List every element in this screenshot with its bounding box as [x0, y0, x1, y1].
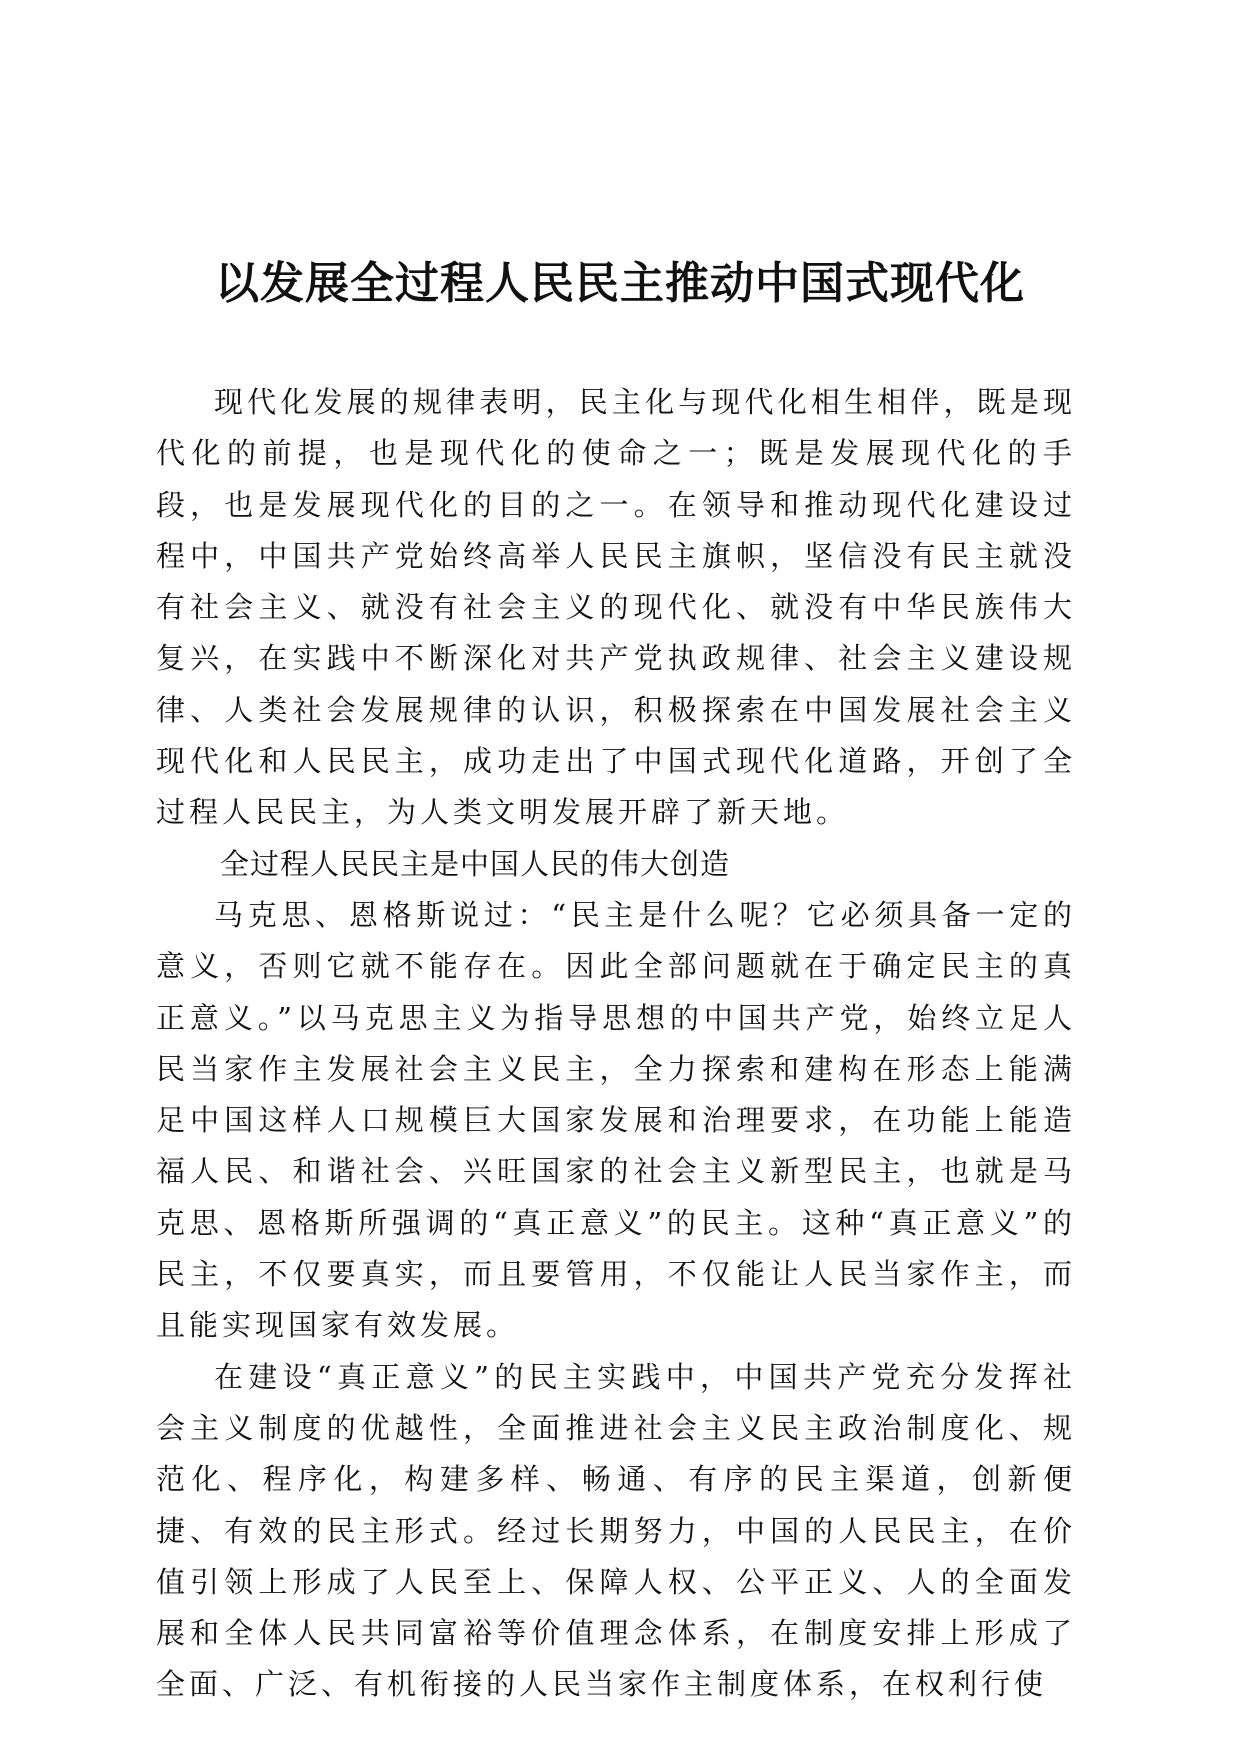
document-body: [156, 377, 1076, 1711]
paragraph-marx-engels-quote: 马克思、恩格斯说过：“民主是什么呢？它必须具备一定的意义，否则它就不能存在。因此全部问题就在于确定民主的真正意义。”以马克思主义为指导思想的中国共产党，始终立足人民当家作主发展社会主义民主，全力探索和建构在形态上能满足中国这样人口规模巨大国家发展和治理要求，在功能上能造福人民、和谐社会、兴旺国家的社会主义新型民主，也就是马克思、恩格斯所强调的“真正意义”的民主。这种“真正意义”的民主，不仅要真实，而且要管用，不仅能让人民当家作主，而且能实现国家有效发展。: [156, 897, 1076, 1343]
document-title: 以发展全过程人民民主推动中国式现代化: [215, 258, 1025, 309]
paragraph-democratic-practice: 在建设“真正意义”的民主实践中，中国共产党充分发挥社会主义制度的优越性，全面推进社会主义民主政治制度化、规范化、程序化，构建多样、畅通、有序的民主渠道，创新便捷、有效的民主形式。经过长期努力，中国的人民民主，在价值引领上形成了人民至上、保障人权、公平正义、人的全面发展和全体人民共同富裕等价值理念体系，在制度安排上形成了全面、广泛、有机衔接的人民当家作主制度体系，在权利行使: [156, 1359, 1076, 1702]
paragraph-intro: 现代化发展的规律表明，民主化与现代化相生相伴，既是现代化的前提，也是现代化的使命之一；既是发展现代化的手段，也是发展现代化的目的之一。在领导和推动现代化建设过程中，中国共产党始终高举人民民主旗帜，坚信没有民主就没有社会主义、就没有社会主义的现代化、就没有中华民族伟大复兴，在实践中不断深化对共产党执政规律、社会主义建设规律、人类社会发展规律的认识，积极探索在中国发展社会主义现代化和人民民主，成功走出了中国式现代化道路，开创了全过程人民民主，为人类文明发展开辟了新天地。: [156, 385, 1076, 830]
section-heading: 全过程人民民主是中国人民的伟大创造: [220, 846, 731, 881]
